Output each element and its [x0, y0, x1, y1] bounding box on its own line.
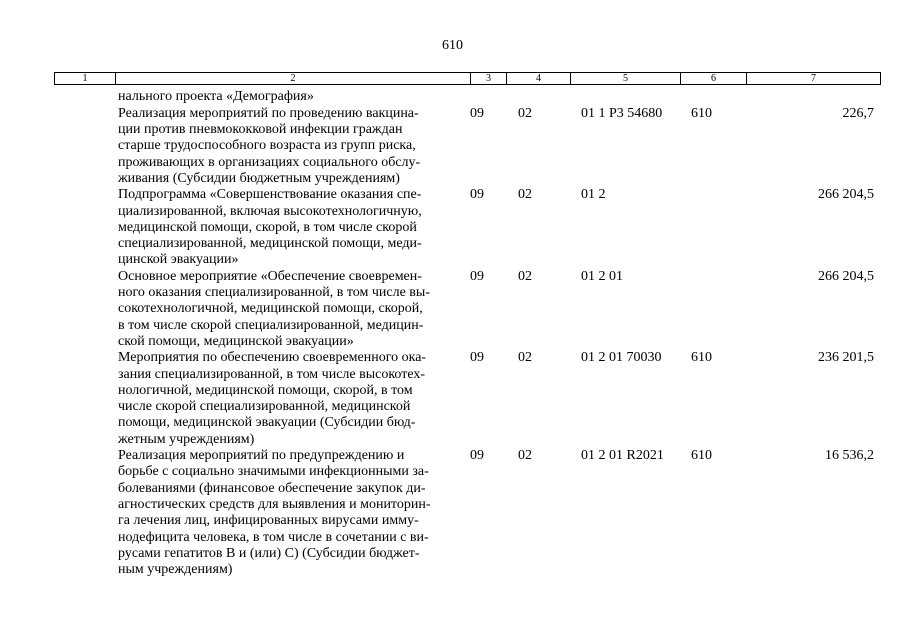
row-cell-c6: 610: [691, 350, 712, 366]
row-cell-c7: 16 536,2: [825, 448, 874, 464]
row-name-line: циализированной, включая высокотехнологичную,: [118, 203, 422, 219]
row-name-line: Мероприятия по обеспечению своевременного ока-: [118, 350, 427, 366]
row-name-line: проживающих в организациях социального обслу-: [118, 154, 421, 170]
row-cell-c5: 01 1 P3 54680: [581, 105, 663, 121]
header-col-6: 6: [681, 73, 747, 85]
row-cell-c3: 09: [470, 448, 484, 464]
row-name-line: ным учреждениям): [118, 562, 233, 578]
row-cell-c4: 02: [518, 268, 532, 284]
row-name-line: болеваниями (финансовое обеспечение закупок ди-: [118, 480, 426, 496]
row-name-line: старше трудоспособного возраста из групп риска,: [118, 138, 416, 154]
row-name-line: нологичной, медицинской помощи, скорой, в том: [118, 382, 413, 398]
header-col-1: 1: [55, 73, 116, 85]
row-name-line: ного оказания специализированной, в том числе вы-: [118, 285, 430, 301]
header-col-7: 7: [747, 73, 881, 85]
row-name: [118, 448, 458, 578]
row-cell-c3: 09: [470, 187, 484, 203]
row-cell-c5: 01 2 01 70030: [581, 350, 662, 366]
row-cell-c5: 01 2: [581, 187, 606, 203]
row-cell-c6: 610: [691, 448, 712, 464]
row-cell-c3: 09: [470, 105, 484, 121]
row-name-line: сокотехнологичной, медицинской помощи, скорой,: [118, 301, 423, 317]
header-col-2: 2: [116, 73, 471, 85]
row-name-line: цинской эвакуации»: [118, 252, 239, 268]
header-col-5: 5: [571, 73, 681, 85]
row-name-line: Реализация мероприятий по предупреждению и: [118, 448, 405, 464]
row-name-line: помощи, медицинской эвакуации (Субсидии бюд-: [118, 415, 416, 431]
row-cell-c4: 02: [518, 448, 532, 464]
header-row: [55, 73, 881, 85]
row-cell-c4: 02: [518, 105, 532, 121]
row-name-line: Подпрограмма «Совершенствование оказания спе-: [118, 187, 422, 203]
row-cell-c5: 01 2 01: [581, 268, 623, 284]
row-name-line: нального проекта «Демография»: [118, 89, 314, 104]
row-name-line: специализированной, медицинской помощи, меди-: [118, 236, 422, 252]
header-col-3: 3: [471, 73, 507, 85]
row-name: [118, 269, 458, 350]
column-number-header: [54, 72, 881, 85]
row-name-line: га лечения лиц, инфицированных вирусами имму-: [118, 513, 419, 529]
row-cell-c4: 02: [518, 187, 532, 203]
row-name: [118, 187, 458, 268]
row-cell-c6: 610: [691, 105, 712, 121]
row-name-line: агностических средств для выявления и мониторин-: [118, 496, 431, 512]
row-name-line: нодефицита человека, в том числе в сочетании с ви-: [118, 529, 429, 545]
row-name-line: зания специализированной, в том числе высокотех-: [118, 366, 426, 382]
row-name-line: ской помощи, медицинской эвакуации»: [118, 333, 354, 349]
row-cell-c7: 226,7: [842, 105, 874, 121]
row-name-line: жетным учреждениям): [118, 431, 255, 447]
row-name-line: борьбе с социально значимыми инфекционными за-: [118, 464, 429, 480]
row-name-line: числе скорой специализированной, медицинской: [118, 399, 411, 415]
row-name-line: в том числе скорой специализированной, медицин-: [118, 317, 424, 333]
row-name-line: ции против пневмококковой инфекции граждан: [118, 122, 403, 138]
header-col-4: 4: [507, 73, 571, 85]
row-name: [118, 89, 458, 105]
row-cell-c4: 02: [518, 350, 532, 366]
row-cell-c7: 236 201,5: [818, 350, 874, 366]
row-name: [118, 106, 458, 187]
page-number: 610: [442, 38, 463, 53]
row-cell-c7: 266 204,5: [818, 268, 874, 284]
row-cell-c3: 09: [470, 268, 484, 284]
row-name: [118, 350, 458, 448]
row-name-line: Реализация мероприятий по проведению вакцина-: [118, 105, 419, 121]
row-cell-c5: 01 2 01 R2021: [581, 448, 664, 464]
row-name-line: медицинской помощи, скорой, в том числе скорой: [118, 219, 417, 235]
row-name-line: живания (Субсидии бюджетным учреждениям): [118, 170, 400, 186]
row-cell-c3: 09: [470, 350, 484, 366]
row-name-line: Основное мероприятие «Обеспечение своевремен-: [118, 268, 422, 284]
row-name-line: русами гепатитов B и (или) C) (Субсидии бюджет-: [118, 545, 420, 561]
row-cell-c7: 266 204,5: [818, 187, 874, 203]
